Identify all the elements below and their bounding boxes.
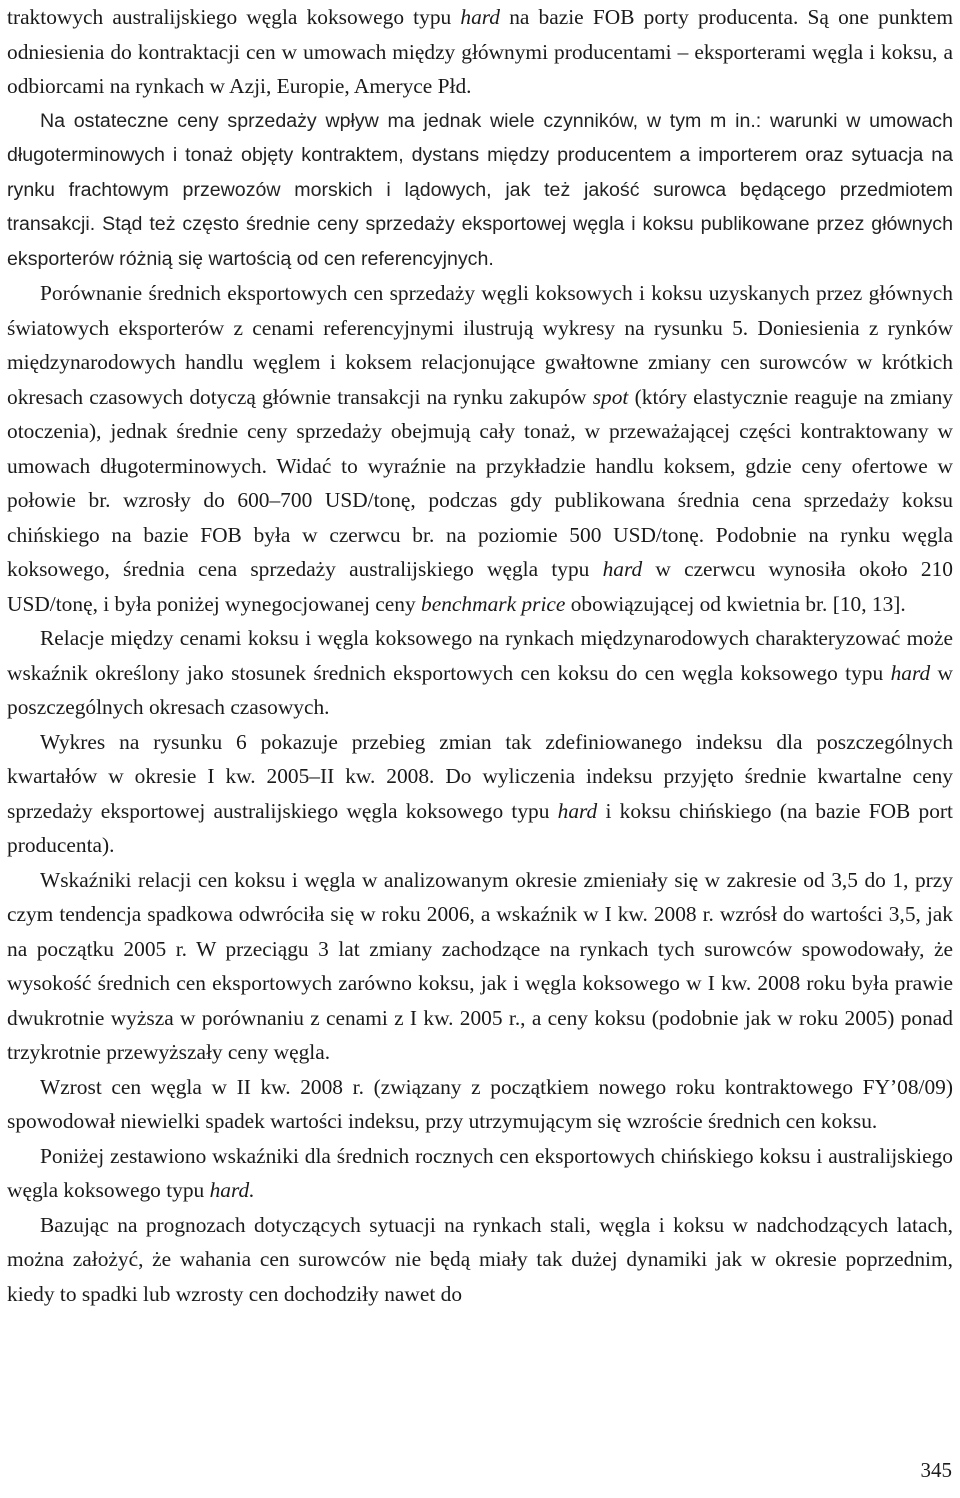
paragraph-price-comparison xyxy=(7,276,953,621)
text-run: Wzrost cen węgla w II kw. 2008 r. (związany z początkiem nowego roku kontraktowego FY’08/09) spowodował niewielki spadek wartości indeksu, przy utrzymującym się wzroście średnich cen koksu. xyxy=(7,1074,953,1133)
text-run: Porównanie średnich eksportowych cen sprzedaży węgli koksowych i koksu uzyskanych przez głównych światowych eksporterów z cenami referencyjnymi ilustrują wykresy na rysunku 5. Doniesienia z rynków międzynarodowych handlu węglem i koksem relacjonujące gwałtowne zmiany cen surowców w krótkich okresach czasowych dotyczą głównie transakcji na rynku zakupów xyxy=(7,281,953,409)
text-run: Wskaźniki relacji cen koksu i węgla w analizowanym okresie zmieniały się w zakresie od 3,5 do 1, przy czym tendencja spadkowa odwróciła się w roku 2006, a wskaźnik w I kw. 2008 r. wzrósł do wartości 3,5, jak na początku 2005 r. W przeciągu 3 lat zmiany zachodzące na rynkach tych surowców spowodowały, że wysokość średnich cen eksportowych zarówno koksu, jak i węgla koksowego w I kw. 2008 roku była prawie dwukrotnie wyższa w porównaniu z cenami z I kw. 2005 r., a ceny koksu (podobnie jak w roku 2005) ponad trzykrotnie przewyższały ceny węgla. xyxy=(7,867,953,1064)
paragraph-annual-indicators xyxy=(7,1139,953,1208)
italic-term: hard xyxy=(602,557,643,581)
text-run: Bazując na prognozach dotyczących sytuacji na rynkach stali, węgla i koksu w nadchodzących latach, można założyć, że wahania cen surowców nie będą miały tak dużej dynamiki jak w okresie poprzednim, kiedy to spadki lub wzrosty cen dochodziły nawet do xyxy=(7,1212,953,1306)
italic-term: hard. xyxy=(209,1178,255,1202)
text-run: w poszczególnych okresach czasowych. xyxy=(7,660,954,719)
text-run: i koksu chińskiego (na bazie FOB port producenta). xyxy=(7,798,953,857)
paragraph-price-factors xyxy=(7,104,953,277)
text-run: traktowych australijskiego węgla koksowego typu xyxy=(7,5,461,29)
body-text xyxy=(7,0,953,1311)
italic-term: hard xyxy=(557,798,598,823)
italic-term: spot xyxy=(592,384,629,409)
text-run: Na ostateczne ceny sprzedaży wpływ ma jednak wiele czynników, w tym m in.: warunki w umowach długoterminowych i tonaż objęty kontraktem, dystans między producentem a importerem oraz sytuacja na rynku frachtowym przewozów morskich i lądowych, jak też jakość surowca będącego przedmiotem transakcji. Stąd też często średnie ceny sprzedaży eksportowej węgla i koksu publikowane przez głównych eksporterów różnią się wartością od cen referencyjnych. xyxy=(7,109,953,270)
text-run: w czerwcu wynosiła około 210 USD/tonę, i była poniżej wynegocjowanej ceny xyxy=(7,557,953,616)
paragraph-price-relations xyxy=(7,621,953,725)
text-run: Relacje między cenami koksu i węgla koksowego na rynkach międzynarodowych charakteryzować może wskaźnik określony jako stosunek średnich eksportowych cen koksu do cen węgla koksowego typu xyxy=(7,626,953,685)
page-number: 345 xyxy=(920,1458,952,1482)
paragraph-forecast xyxy=(7,1208,953,1312)
italic-term: hard xyxy=(890,660,931,685)
italic-term: hard xyxy=(460,5,501,29)
text-run: (który elastycznie reaguje na zmiany otoczenia), jednak średnie ceny sprzedaży obejmują cały tonaż, w przeważającej części kontraktowany w umowach długoterminowych. Widać to wyraźnie na przykładzie handlu koksem, gdzie ceny ofertowe w połowie br. wzrosły do 600–700 USD/tonę, podczas gdy publikowana średnia cena sprzedaży koksu chińskiego na bazie FOB była w czerwcu br. na poziomie 500 USD/tonę. Podobnie na rynku węgla koksowego, średnia cena sprzedaży australijskiego węgla typu xyxy=(7,384,953,581)
paragraph-index-range xyxy=(7,863,953,1070)
text-run: Poniżej zestawiono wskaźniki dla średnich rocznych cen eksportowych chińskiego koksu i australijskiego węgla koksowego typu xyxy=(7,1143,953,1202)
text-run: obowiązującej od kwietnia br. [10, 13]. xyxy=(565,591,906,616)
paragraph-figure-6 xyxy=(7,725,953,863)
paragraph-coal-price-growth xyxy=(7,1070,953,1139)
text-run: Wykres na rysunku 6 pokazuje przebieg zmian tak zdefiniowanego indeksu dla poszczególnych kwartałów w okresie I kw. 2005–II kw. 2008. Do wyliczenia indeksu przyjęto średnie kwartalne ceny sprzedaży eksportowej australijskiego węgla koksowego typu xyxy=(7,729,953,823)
text-run: na bazie FOB porty producenta. Są one punktem odniesienia do kontraktacji cen w umowach między głównymi producentami – eksporterami węgla i koksu, a odbiorcami na rynkach w Azji, Europie, Ameryce Płd. xyxy=(7,5,953,98)
italic-term: benchmark price xyxy=(421,591,566,616)
paragraph-continuation xyxy=(7,0,953,104)
